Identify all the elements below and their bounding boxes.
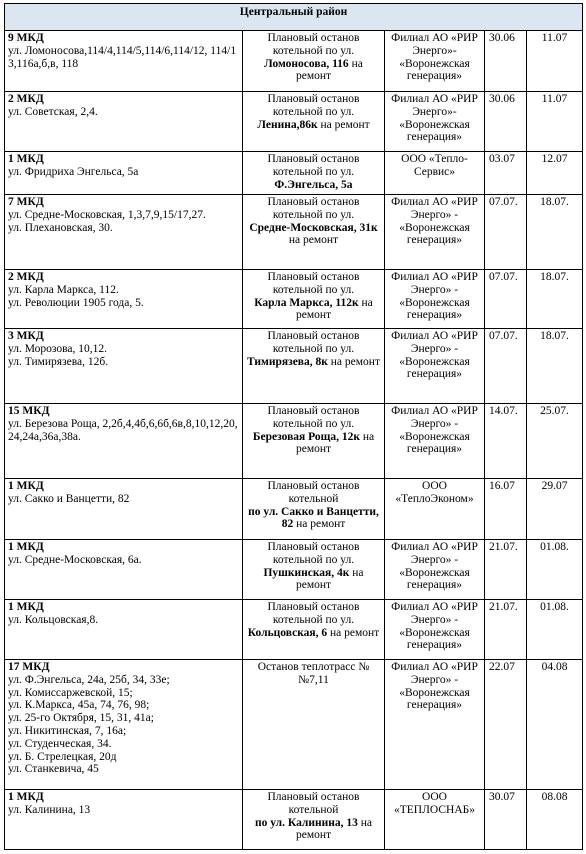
reason-suffix: на ремонт <box>295 566 364 592</box>
address-cell <box>5 600 243 660</box>
reason-cell <box>243 790 385 850</box>
address-line: ул. Никитинская, 7, 16а; <box>8 724 127 737</box>
reason-text: Плановый останов котельной по ул. <box>267 32 360 57</box>
address-line: ул. Сакко и Ванцетти, 82 <box>8 492 130 505</box>
building-count: 15 МКД <box>8 405 50 417</box>
building-count: 1 МКД <box>8 601 44 613</box>
table-row <box>5 152 583 195</box>
organization-cell: ООО «Тепло-Сервис» <box>385 152 485 195</box>
organization-cell: Филиал АО «РИР Энерго» - «Воронежская генерация» <box>385 329 485 404</box>
address-cell <box>5 195 243 270</box>
start-date: 30.07 <box>485 790 527 850</box>
organization-cell: Филиал АО «РИР Энерго» - «Воронежская генерация» <box>385 270 485 329</box>
reason-cell <box>243 152 385 195</box>
boiler-location: Карла Маркса, 112к <box>254 296 359 309</box>
reason-text: Плановый останов котельной по ул. <box>267 93 360 118</box>
start-date: 30.06 <box>485 31 527 92</box>
address-cell <box>5 329 243 404</box>
building-count: 3 МКД <box>8 330 44 342</box>
table-row <box>5 790 583 850</box>
reason-text: Плановый останов котельной по ул. <box>267 601 360 626</box>
organization-cell: Филиал АО «РИР Энерго»- «Воронежская генерация» <box>385 92 485 152</box>
end-date: 11.07 <box>527 31 583 92</box>
table-row <box>5 270 583 329</box>
table-body <box>5 31 583 850</box>
boiler-location: по ул. Сакко и Ванцетти, 82 <box>248 505 379 531</box>
organization-cell: Филиал АО «РИР Энерго» - «Воронежская генерация» <box>385 195 485 270</box>
start-date: 07.07. <box>485 329 527 404</box>
address-line: ул. Ломоносова,114/4,114/5,114/6,114/12, 114/13,116а,б,в, 118 <box>8 44 237 70</box>
address-line: ул. Ф.Энгельса, 24а, 25б, 34, 33е; <box>8 673 170 686</box>
end-date: 25.07. <box>527 404 583 479</box>
reason-cell <box>243 660 385 790</box>
reason-cell <box>243 329 385 404</box>
building-count: 7 МКД <box>8 196 44 208</box>
table-row <box>5 329 583 404</box>
table-row <box>5 195 583 270</box>
reason-cell <box>243 31 385 92</box>
building-count: 1 МКД <box>8 541 44 553</box>
end-date: 11.07 <box>527 92 583 152</box>
address-cell <box>5 790 243 850</box>
start-date: 22.07 <box>485 660 527 790</box>
address-line: ул. Б. Стрелецкая, 20д <box>8 750 117 763</box>
boiler-location: Березовая Роща, 12к <box>252 430 360 443</box>
end-date: 29.07 <box>527 479 583 540</box>
table-row <box>5 31 583 92</box>
boiler-location: Ломоносова, 116 <box>264 57 349 70</box>
address-line: ул. Плехановская, 30. <box>8 221 113 234</box>
outage-table <box>4 3 583 850</box>
start-date: 14.07. <box>485 404 527 479</box>
table-row <box>5 479 583 540</box>
start-date: 21.07. <box>485 600 527 660</box>
address-line: ул. Калинина, 13 <box>8 803 91 816</box>
address-line: ул. Революции 1905 года, 5. <box>8 296 144 309</box>
building-count: 2 МКД <box>8 271 44 283</box>
address-cell <box>5 404 243 479</box>
table-row <box>5 600 583 660</box>
start-date: 30.06 <box>485 92 527 152</box>
building-count: 1 МКД <box>8 791 44 803</box>
end-date: 04.08 <box>527 660 583 790</box>
boiler-location: по ул. Калинина, 13 <box>254 816 358 829</box>
table-row <box>5 92 583 152</box>
reason-text: Плановый останов котельной <box>267 791 360 816</box>
boiler-location: Средне-Московская, 31к <box>249 221 378 234</box>
reason-suffix: на ремонт <box>295 816 373 842</box>
table-row <box>5 660 583 790</box>
reason-cell <box>243 479 385 540</box>
reason-cell <box>243 195 385 270</box>
address-cell <box>5 270 243 329</box>
reason-cell <box>243 600 385 660</box>
table-row <box>5 540 583 600</box>
building-count: 1 МКД <box>8 480 44 492</box>
reason-cell <box>243 540 385 600</box>
reason-suffix: на ремонт <box>330 355 380 368</box>
reason-suffix: на ремонт <box>295 296 373 322</box>
reason-text: Плановый останов котельной по ул. <box>267 405 360 430</box>
end-date: 08.08 <box>527 790 583 850</box>
end-date: 01.08. <box>527 540 583 600</box>
building-count: 1 МКД <box>8 153 44 165</box>
reason-text: Плановый останов котельной по ул. <box>267 330 360 355</box>
organization-cell: Филиал АО «РИР Энерго» - «Воронежская генерация» <box>385 660 485 790</box>
address-line: ул. 25-го Октября, 15, 31, 41а; <box>8 712 154 725</box>
start-date: 21.07. <box>485 540 527 600</box>
start-date: 03.07 <box>485 152 527 195</box>
end-date: 18.07. <box>527 270 583 329</box>
reason-cell <box>243 270 385 329</box>
reason-suffix: на ремонт <box>320 118 370 131</box>
address-line: ул. Средне-Московская, 6а. <box>8 553 142 566</box>
reason-text: Плановый останов котельной по ул. <box>267 153 360 178</box>
boiler-location: Ленина,86к <box>257 118 318 131</box>
building-count: 9 МКД <box>8 32 44 44</box>
address-cell <box>5 152 243 195</box>
address-line: ул. Березова Роща, 2,2б,4,4б,6,6б,6в,8,10,12,20,24,24а,36а,38а. <box>8 417 238 443</box>
address-cell <box>5 479 243 540</box>
reason-text: Плановый останов котельной <box>267 480 360 505</box>
address-line: ул. Комиссаржевской, 15; <box>8 686 133 699</box>
organization-cell: ООО «ТеплоЭконом» <box>385 479 485 540</box>
address-line: ул. К.Маркса, 45а, 74, 76, 98; <box>8 699 150 712</box>
reason-cell <box>243 92 385 152</box>
organization-cell: Филиал АО «РИР Энерго» - «Воронежская генерация» <box>385 600 485 660</box>
organization-cell: Филиал АО «РИР Энерго» - «Воронежская генерация» <box>385 404 485 479</box>
boiler-location: Кольцовская, 6 <box>247 626 328 639</box>
end-date: 18.07. <box>527 329 583 404</box>
organization-cell: Филиал АО «РИР Энерго» - «Воронежская генерация» <box>385 540 485 600</box>
reason-suffix: на ремонт <box>295 57 363 83</box>
reason-text: Плановый останов котельной по ул. <box>267 196 360 221</box>
end-date: 12.07 <box>527 152 583 195</box>
boiler-location: Ф.Энгельса, 5а <box>274 178 353 191</box>
organization-cell: ООО «ТЕПЛОСНАБ» <box>385 790 485 850</box>
address-cell <box>5 92 243 152</box>
reason-suffix: на ремонт <box>296 518 346 531</box>
start-date: 07.07. <box>485 270 527 329</box>
reason-text: Плановый останов котельной по ул. <box>267 271 360 296</box>
boiler-location: Пушкинская, 4к <box>263 566 350 579</box>
address-line: ул. Средне-Московская, 1,3,7,9,15/17,27. <box>8 208 206 221</box>
address-line: ул. Тимирязева, 12б. <box>8 355 109 368</box>
address-line: ул. Студенческая, 34. <box>8 737 112 750</box>
start-date: 07.07. <box>485 195 527 270</box>
address-cell <box>5 540 243 600</box>
end-date: 18.07. <box>527 195 583 270</box>
table-row <box>5 404 583 479</box>
reason-suffix: на ремонт <box>295 430 375 456</box>
reason-suffix: на ремонт <box>288 234 339 247</box>
reason-suffix: на ремонт <box>330 626 380 639</box>
address-line: ул. Морозова, 10,12. <box>8 342 108 355</box>
reason-cell <box>243 404 385 479</box>
start-date: 16.07 <box>485 479 527 540</box>
organization-cell: Филиал АО «РИР Энерго»- «Воронежская генерация» <box>385 31 485 92</box>
address-line: ул. Карла Маркса, 112. <box>8 283 119 296</box>
address-line: ул. Станкевича, 45 <box>8 763 99 776</box>
reason-text: Плановый останов котельной по ул. <box>267 541 360 566</box>
address-cell <box>5 31 243 92</box>
address-line: ул. Кольцовская,8. <box>8 613 99 626</box>
address-line: ул. Фридриха Энгельса, 5а <box>8 165 139 178</box>
end-date: 01.08. <box>527 600 583 660</box>
reason-text: Останов теплотрасс №№7,11 <box>257 661 370 686</box>
boiler-location: Тимирязева, 8к <box>247 355 328 368</box>
address-cell <box>5 660 243 790</box>
building-count: 17 МКД <box>8 661 50 673</box>
district-title: Центральный район <box>5 4 583 31</box>
district-header-row <box>5 4 583 31</box>
address-line: ул. Советская, 2,4. <box>8 105 98 118</box>
building-count: 2 МКД <box>8 93 44 105</box>
